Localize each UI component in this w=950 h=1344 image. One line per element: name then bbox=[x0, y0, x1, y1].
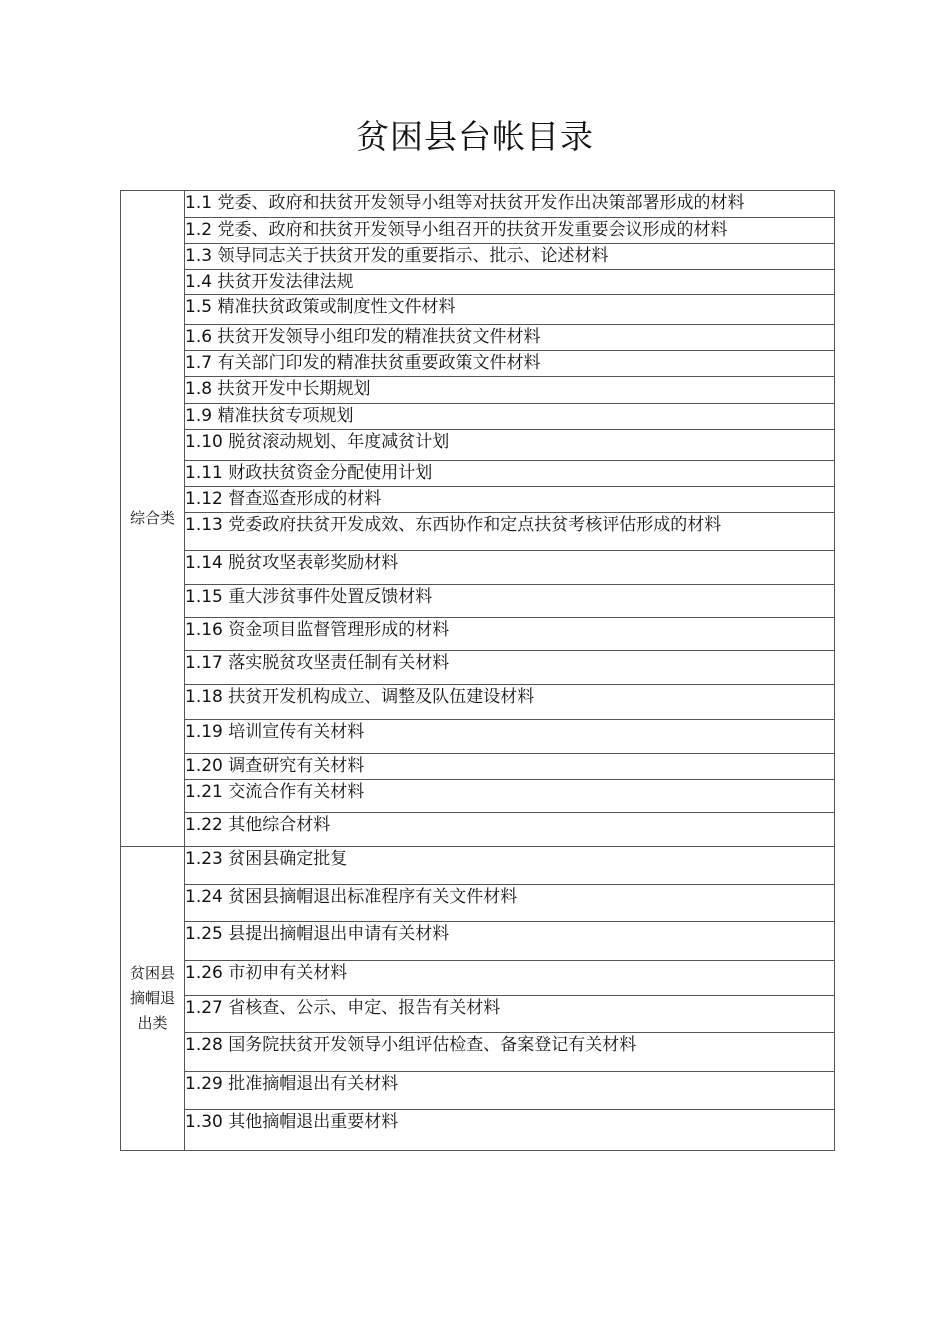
item-label: 1.21 交流合作有关材料 bbox=[185, 782, 365, 802]
item-cell bbox=[185, 585, 835, 618]
item-label: 1.17 落实脱贫攻坚责任制有关材料 bbox=[185, 653, 450, 673]
item-cell bbox=[185, 513, 835, 551]
table-row bbox=[121, 551, 835, 585]
item-cell bbox=[185, 430, 835, 461]
table-row bbox=[121, 618, 835, 651]
table-row bbox=[121, 685, 835, 720]
table-row bbox=[121, 651, 835, 685]
category-label: 贫困县摘帽退出类 bbox=[129, 964, 175, 1032]
item-label: 1.2 党委、政府和扶贫开发领导小组召开的扶贫开发重要会议形成的材料 bbox=[185, 220, 728, 240]
table-row bbox=[121, 922, 835, 961]
item-label: 1.15 重大涉贫事件处置反馈材料 bbox=[185, 587, 433, 607]
table-row bbox=[121, 461, 835, 487]
item-label: 1.22 其他综合材料 bbox=[185, 815, 331, 835]
table-row bbox=[121, 270, 835, 295]
item-label: 1.4 扶贫开发法律法规 bbox=[185, 272, 354, 292]
item-cell bbox=[185, 270, 835, 295]
catalog-body bbox=[121, 191, 835, 1151]
item-label: 1.3 领导同志关于扶贫开发的重要指示、批示、论述材料 bbox=[185, 246, 609, 266]
item-cell bbox=[185, 244, 835, 270]
table-row bbox=[121, 1033, 835, 1072]
item-cell bbox=[185, 551, 835, 585]
table-row bbox=[121, 295, 835, 325]
item-label: 1.25 县提出摘帽退出申请有关材料 bbox=[185, 924, 450, 944]
item-label: 1.6 扶贫开发领导小组印发的精准扶贫文件材料 bbox=[185, 327, 541, 347]
item-label: 1.10 脱贫滚动规划、年度减贫计划 bbox=[185, 432, 450, 452]
catalog-table bbox=[120, 190, 835, 1151]
table-row bbox=[121, 585, 835, 618]
item-cell bbox=[185, 922, 835, 961]
table-row bbox=[121, 430, 835, 461]
item-label: 1.13 党委政府扶贫开发成效、东西协作和定点扶贫考核评估形成的材料 bbox=[185, 515, 722, 535]
item-cell bbox=[185, 487, 835, 513]
item-cell bbox=[185, 961, 835, 996]
table-row bbox=[121, 720, 835, 754]
item-label: 1.24 贫困县摘帽退出标准程序有关文件材料 bbox=[185, 887, 518, 907]
item-label: 1.26 市初申有关材料 bbox=[185, 963, 348, 983]
item-cell bbox=[185, 813, 835, 847]
table-row bbox=[121, 813, 835, 847]
item-label: 1.9 精准扶贫专项规划 bbox=[185, 406, 354, 426]
item-cell bbox=[185, 847, 835, 885]
item-cell bbox=[185, 754, 835, 780]
item-label: 1.8 扶贫开发中长期规划 bbox=[185, 379, 371, 399]
table-row bbox=[121, 885, 835, 922]
item-label: 1.27 省核查、公示、申定、报告有关材料 bbox=[185, 998, 501, 1018]
item-label: 1.19 培训宣传有关材料 bbox=[185, 722, 365, 742]
page-title: 贫困县台帐目录 bbox=[356, 117, 594, 156]
item-cell bbox=[185, 295, 835, 325]
item-cell bbox=[185, 461, 835, 487]
item-cell bbox=[185, 780, 835, 813]
item-label: 1.1 党委、政府和扶贫开发领导小组等对扶贫开发作出决策部署形成的材料 bbox=[185, 193, 745, 213]
table-row bbox=[121, 377, 835, 404]
item-label: 1.12 督查巡查形成的材料 bbox=[185, 489, 382, 509]
item-label: 1.11 财政扶贫资金分配使用计划 bbox=[185, 463, 433, 483]
item-cell bbox=[185, 404, 835, 430]
category-cell bbox=[121, 847, 185, 1151]
table-row bbox=[121, 404, 835, 430]
category-cell bbox=[121, 191, 185, 847]
item-cell bbox=[185, 651, 835, 685]
item-cell bbox=[185, 1072, 835, 1110]
item-label: 1.20 调查研究有关材料 bbox=[185, 756, 365, 776]
item-label: 1.5 精准扶贫政策或制度性文件材料 bbox=[185, 297, 456, 317]
table-row bbox=[121, 218, 835, 244]
table-row bbox=[121, 1072, 835, 1110]
item-cell bbox=[185, 377, 835, 404]
table-row bbox=[121, 244, 835, 270]
table-row bbox=[121, 780, 835, 813]
item-cell bbox=[185, 885, 835, 922]
item-cell bbox=[185, 191, 835, 218]
item-cell bbox=[185, 685, 835, 720]
item-label: 1.28 国务院扶贫开发领导小组评估检查、备案登记有关材料 bbox=[185, 1035, 637, 1055]
item-cell bbox=[185, 218, 835, 244]
table-row bbox=[121, 513, 835, 551]
table-row bbox=[121, 1110, 835, 1151]
item-label: 1.14 脱贫攻坚表彰奖励材料 bbox=[185, 553, 399, 573]
category-label: 综合类 bbox=[129, 509, 175, 527]
item-cell bbox=[185, 720, 835, 754]
item-cell bbox=[185, 618, 835, 651]
item-label: 1.18 扶贫开发机构成立、调整及队伍建设材料 bbox=[185, 687, 535, 707]
table-row bbox=[121, 754, 835, 780]
item-label: 1.7 有关部门印发的精准扶贫重要政策文件材料 bbox=[185, 353, 541, 373]
item-cell bbox=[185, 351, 835, 377]
table-row bbox=[121, 351, 835, 377]
table-row bbox=[121, 961, 835, 996]
table-row bbox=[121, 487, 835, 513]
item-label: 1.16 资金项目监督管理形成的材料 bbox=[185, 620, 450, 640]
item-label: 1.23 贫困县确定批复 bbox=[185, 849, 348, 869]
item-cell bbox=[185, 996, 835, 1033]
item-label: 1.29 批准摘帽退出有关材料 bbox=[185, 1074, 399, 1094]
item-cell bbox=[185, 325, 835, 351]
item-cell bbox=[185, 1033, 835, 1072]
item-label: 1.30 其他摘帽退出重要材料 bbox=[185, 1112, 399, 1132]
table-row bbox=[121, 191, 835, 218]
table-row bbox=[121, 996, 835, 1033]
table-row bbox=[121, 325, 835, 351]
item-cell bbox=[185, 1110, 835, 1151]
table-row bbox=[121, 847, 835, 885]
